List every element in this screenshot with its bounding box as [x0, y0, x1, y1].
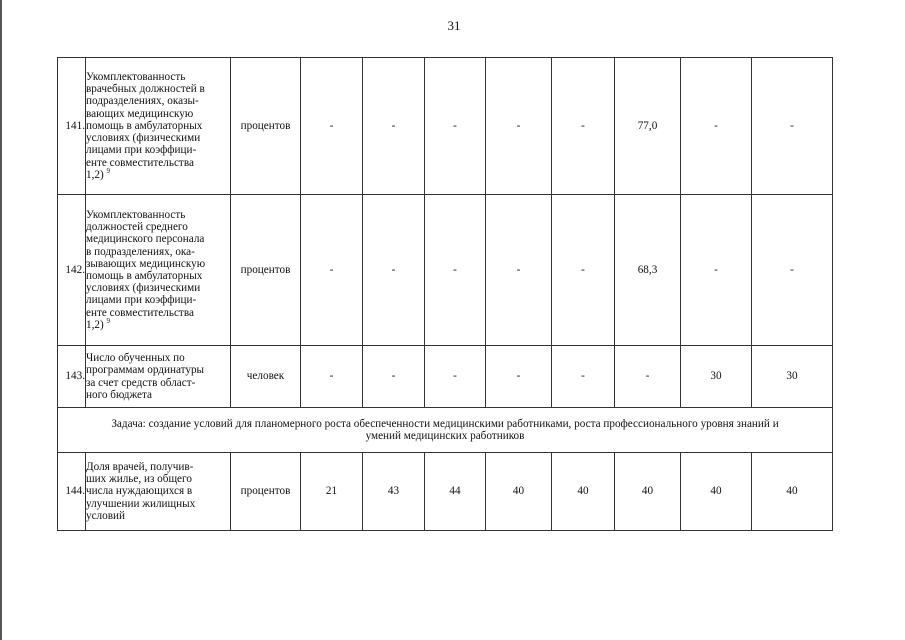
- unit-cell: человек: [231, 346, 301, 408]
- row-number: 143.: [58, 346, 86, 408]
- name-line-last: [86, 316, 230, 331]
- task-heading: [58, 408, 833, 453]
- unit-cell: процентов: [231, 453, 301, 531]
- value-cell: -: [486, 195, 552, 346]
- value-cell: -: [552, 58, 615, 195]
- value-cell: 68,3: [615, 195, 681, 346]
- name-line: подразделениях, оказы-: [86, 95, 199, 108]
- table-row: [58, 346, 833, 408]
- value-cell: -: [552, 346, 615, 408]
- name-line: в подразделениях, ока-: [86, 245, 195, 258]
- table-row: [58, 195, 833, 346]
- value-cell: 40: [552, 453, 615, 531]
- page-left-border: [0, 0, 2, 640]
- value-cell: 21: [301, 453, 363, 531]
- name-line: улучшении жилищных: [86, 497, 196, 510]
- row-number: 141.: [58, 58, 86, 195]
- value-cell: -: [301, 58, 363, 195]
- value-cell: 30: [681, 346, 752, 408]
- value-cell: -: [363, 195, 425, 346]
- name-line: Укомплектованность: [86, 71, 186, 84]
- task-line: Задача: создание условий для планомерного роста обеспеченности медицинскими работниками, роста профессионального уровня знаний и: [111, 417, 779, 430]
- name-line: Укомплектованность: [86, 208, 186, 221]
- value-cell: 40: [752, 453, 833, 531]
- name-line: лицами при коэффици-: [86, 294, 197, 307]
- value-cell: 44: [425, 453, 486, 531]
- page-number: 31: [447, 18, 461, 33]
- indicator-name: [86, 453, 231, 531]
- name-line: врачебных должностей в: [86, 83, 205, 96]
- value-cell: -: [752, 195, 833, 346]
- name-line-last: [86, 166, 230, 181]
- name-line: енте совместительства: [86, 156, 194, 169]
- name-line: вающих медицинскую: [86, 107, 194, 120]
- footnote-ref: 9: [106, 166, 111, 175]
- value-cell: -: [363, 58, 425, 195]
- name-line: должностей среднего: [86, 221, 188, 234]
- name-text: 1,2): [86, 318, 104, 331]
- name-line: ного бюджета: [86, 388, 152, 401]
- table-row: [58, 58, 833, 195]
- name-line: помощь в амбулаторных: [86, 119, 203, 132]
- indicator-name: [86, 346, 231, 408]
- name-line: зывающих медицинскую: [86, 257, 206, 270]
- footnote-ref: 9: [106, 316, 111, 325]
- name-line: условиях (физическими: [86, 282, 201, 295]
- value-cell: 40: [486, 453, 552, 531]
- name-line: Число обученных по: [86, 352, 185, 365]
- value-cell: -: [425, 58, 486, 195]
- indicators-table: [57, 57, 833, 531]
- name-text: 1,2): [86, 168, 104, 181]
- value-cell: 30: [752, 346, 833, 408]
- value-cell: -: [486, 58, 552, 195]
- name-line: условий: [86, 509, 125, 522]
- row-number: 144.: [58, 453, 86, 531]
- indicator-name: [86, 195, 231, 346]
- name-line: енте совместительства: [86, 306, 194, 319]
- row-number: 142.: [58, 195, 86, 346]
- value-cell: 77,0: [615, 58, 681, 195]
- indicator-name: [86, 58, 231, 195]
- name-line: за счет средств област-: [86, 376, 196, 389]
- value-cell: -: [425, 195, 486, 346]
- name-line: лицами при коэффици-: [86, 144, 197, 157]
- value-cell: -: [301, 346, 363, 408]
- table-row: [58, 453, 833, 531]
- value-cell: -: [552, 195, 615, 346]
- name-line: ших жилье, из общего: [86, 473, 192, 486]
- task-row: [58, 408, 833, 453]
- value-cell: -: [425, 346, 486, 408]
- name-line: Доля врачей, получив-: [86, 460, 194, 473]
- name-line: числа нуждающихся в: [86, 485, 193, 498]
- value-cell: -: [486, 346, 552, 408]
- value-cell: -: [681, 195, 752, 346]
- value-cell: -: [681, 58, 752, 195]
- unit-cell: процентов: [231, 58, 301, 195]
- value-cell: -: [301, 195, 363, 346]
- value-cell: 43: [363, 453, 425, 531]
- unit-cell: процентов: [231, 195, 301, 346]
- value-cell: -: [752, 58, 833, 195]
- name-line: медицинского персонала: [86, 233, 205, 246]
- task-line: умений медицинских работников: [365, 430, 525, 442]
- value-cell: 40: [615, 453, 681, 531]
- value-cell: -: [363, 346, 425, 408]
- name-line: помощь в амбулаторных: [86, 270, 203, 282]
- value-cell: -: [615, 346, 681, 408]
- value-cell: 40: [681, 453, 752, 531]
- name-line: условиях (физическими: [86, 132, 201, 145]
- name-line: программам ординатуры: [86, 364, 205, 377]
